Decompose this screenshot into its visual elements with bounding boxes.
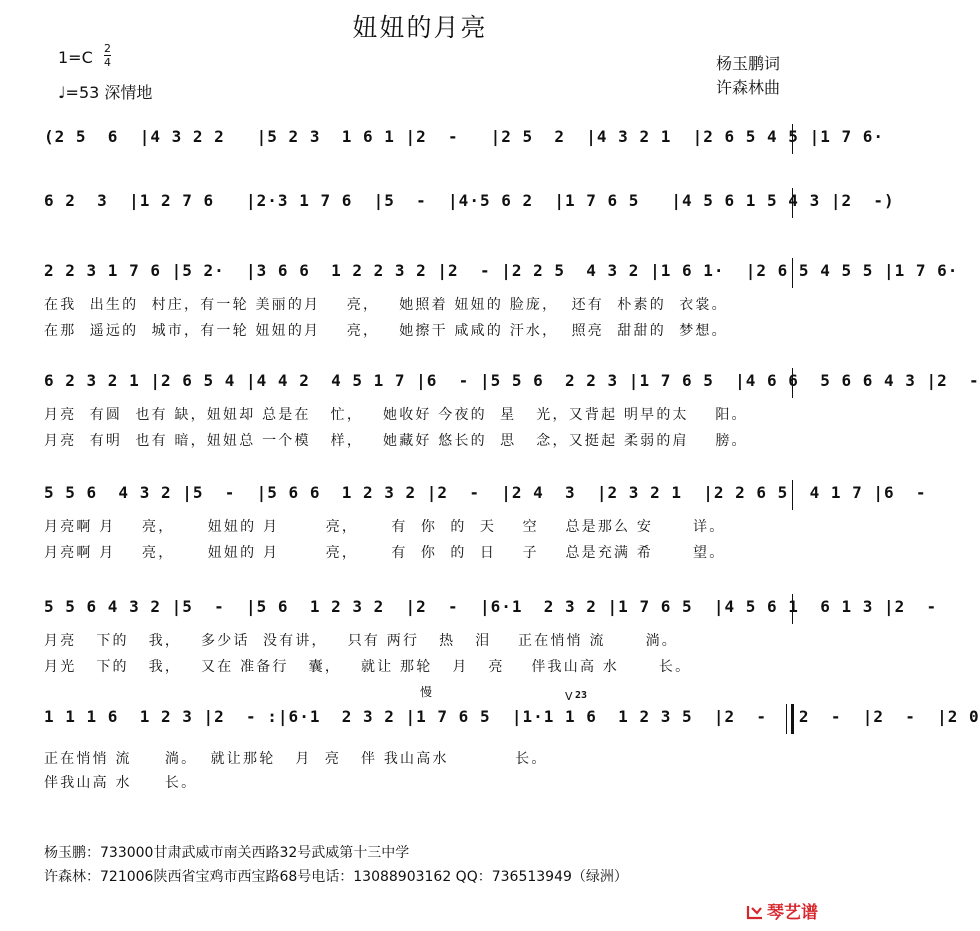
composer: 许森林曲: [715, 78, 780, 97]
credits: [716, 52, 780, 100]
song-title: 妞妞的月亮: [352, 13, 488, 42]
bar-line: [792, 368, 793, 398]
time-signature: [104, 42, 111, 69]
footer-lyricist-address: 杨玉鹏：733000甘肃武威市南关西路32号武威第十三中学: [44, 845, 410, 861]
time-sig-top: 2: [104, 42, 111, 55]
logo-text: 琴艺谱: [767, 903, 818, 923]
lyric-line: 月亮啊 月 亮， 妞妞的 月 亮， 有 你 的 天 空 总是那么 安 详。: [44, 519, 726, 535]
bar-line: [792, 258, 793, 288]
bar-line: [792, 480, 793, 510]
logo-icon: [746, 904, 764, 920]
lyric-line: 月亮啊 月 亮， 妞妞的 月 亮， 有 你 的 日 子 总是充满 希 望。: [44, 545, 726, 561]
score-line-2: [44, 186, 895, 220]
score-line-text: 6 2 3 2 1 |2 6 5 4 |4 4 2 4 5 1 7 |6 - |5 5 6 2 2 3 |1 7 6 5 |4 6 6 5 6 6 4 3 |2 -: [44, 371, 980, 390]
bar-line: [792, 594, 793, 624]
score-line-text: (2 5 6 |4 3 2 2 |5 2 3 1 6 1 |2 - |2 5 2 |4 3 2 1 |2 6 5 4 5 |1 7 6·: [44, 127, 884, 146]
bar-line: [792, 124, 793, 154]
score-line-text: 5 5 6 4 3 2 |5 - |5 6 6 1 2 3 2 |2 - |2 4 3 |2 3 2 1 |2 2 6 5 4 1 7 |6 -: [44, 483, 927, 502]
footer-composer-address: 许森林：721006陕西省宝鸡市西宝路68号电话：13088903162 QQ：736513949（绿洲）: [44, 869, 628, 885]
lyric-line: 月亮 下的 我， 多少话 没有讲， 只有 两行 热 泪 正在悄悄 流 淌。: [44, 633, 679, 649]
lyric-line: 月亮 有明 也有 暗，妞妞总 一个模 样， 她藏好 悠长的 思 念，又挺起 柔弱的肩 膀。: [44, 433, 748, 449]
time-sig-bottom: 4: [104, 56, 111, 69]
score-line-7: [44, 702, 980, 736]
grace-notes: 23: [575, 690, 588, 701]
score-line-6: [44, 592, 938, 626]
breath-mark: V: [565, 690, 573, 703]
score-line-5: [44, 478, 927, 512]
score-line-text: 6 2 3 |1 2 7 6 |2·3 1 7 6 |5 - |4·5 6 2 |1 7 6 5 |4 5 6 1 5 4 3 |2 -): [44, 191, 895, 210]
slow-marking: 慢: [420, 685, 433, 699]
score-line-3: [44, 256, 959, 290]
lyricist: 杨玉鹏词: [715, 54, 780, 73]
lyric-line: 在那 遥远的 城市，有一轮 妞妞的月 亮， 她擦干 咸咸的 汗水， 照亮 甜甜的 梦想。: [44, 323, 728, 339]
score-line-text: 1 1 1 6 1 2 3 |2 - :|6·1 2 3 2 |1 7 6 5 |1·1 1 6 1 2 3 5 |2 - |2 - |2 - |2 0: [44, 707, 980, 726]
key-signature: 1=C: [58, 48, 93, 67]
site-logo: [746, 898, 818, 923]
lyric-line: 月亮 有圆 也有 缺，妞妞却 总是在 忙， 她收好 今夜的 星 光，又背起 明早的太 阳。: [44, 407, 748, 423]
final-bar-line: [786, 704, 794, 734]
lyric-line: 伴我山高 水 长。: [44, 775, 198, 791]
score-line-1: [44, 122, 884, 156]
lyric-line: 月光 下的 我， 又在 准备行 囊， 就让 那轮 月 亮 伴我山高 水 长。: [44, 659, 692, 675]
tempo-marking: ♩=53 深情地: [58, 83, 153, 102]
lyric-line: 在我 出生的 村庄，有一轮 美丽的月 亮， 她照着 妞妞的 脸庞， 还有 朴素的 衣裳。: [44, 297, 728, 313]
score-line-4: [44, 366, 980, 400]
lyric-line: 正在悄悄 流 淌。 就让那轮 月 亮 伴 我山高水 长。: [44, 751, 548, 767]
score-line-text: 5 5 6 4 3 2 |5 - |5 6 1 2 3 2 |2 - |6·1 2 3 2 |1 7 6 5 |4 5 6 1 6 1 3 |2 -: [44, 597, 938, 616]
score-line-text: 2 2 3 1 7 6 |5 2· |3 6 6 1 2 2 3 2 |2 - |2 2 5 4 3 2 |1 6 1· |2 6 5 4 5 5 |1 7 6·: [44, 261, 959, 280]
bar-line: [792, 188, 793, 218]
